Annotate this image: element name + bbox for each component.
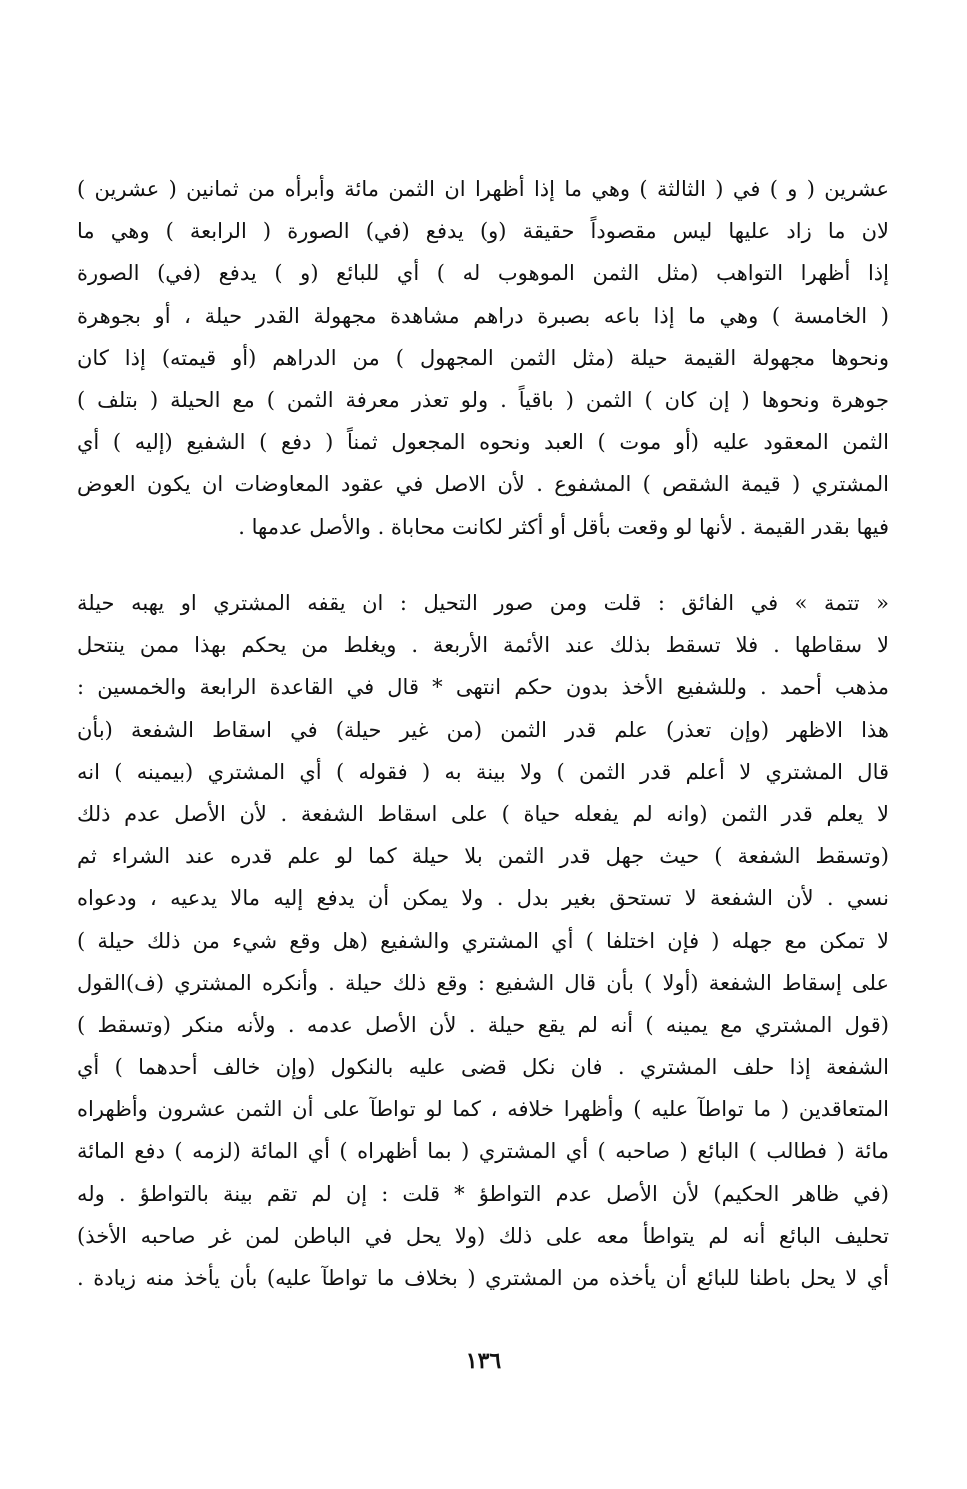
- text-line: لا يعلم قدر الثمن (وانه لم يفعله حياة ) على اسقاط الشفعة . لأن الأصل عدم ذلك: [77, 801, 889, 826]
- page-number: ١٣٦: [465, 1348, 502, 1374]
- text-line: (وتسقط الشفعة ) حيث جهل قدر الثمن بلا حيلة كما لو علم قدره عند الشراء ثم: [77, 844, 889, 869]
- text-line: لان ما زاد عليها ليس مقصوداً حقيقة (و) يدفع (في) الصورة ( الرابعة ) وهي ما: [77, 219, 889, 244]
- text-line: جوهرة ونحوها ( إن كان ) الثمن ( باقياً . ولو تعذر معرفة الثمن ) مع الحيلة ( بتلف ): [77, 387, 889, 412]
- text-line: تحليف البائع أنه لم يتواطأ معه على ذلك (ولا يحل في الباطن لمن غر صاحبه الأخذ): [77, 1223, 889, 1248]
- text-line: الثمن المعقود عليه (أو موت ) العبد ونحوه المجعول ثمناً ( دفع ) الشفيع (إليه ) أي: [77, 430, 889, 455]
- text-line: المشتري ( قيمة الشقص ) المشفوع . لأن الاصل في عقود المعاوضات ان يكون العوض: [77, 472, 889, 497]
- text-line: عشرين ( و ) في ( الثالثة ) وهي ما إذا أظهرا ان الثمن مائة وأبرأه من ثمانين ( عشرين ): [77, 177, 889, 201]
- paragraph-1: [77, 168, 889, 548]
- text-line: المتعاقدين ( ما تواطآ عليه ) وأظهرا خلافه ، كما لو تواطآ على أن الثمن عشرون وأظهراه: [77, 1097, 889, 1122]
- text-line: قال المشتري لا أعلم قدر الثمن ) ولا بينة به ( فقوله ) أي المشتري (بيمينه ) انه: [77, 759, 889, 784]
- text-line: نسي . لأن الشفعة لا تستحق بغير بدل . ولا يمكن أن يدفع إليه مالا يدعيه ، ودعواه: [77, 886, 889, 911]
- text-line: الشفعة إذا حلف المشتري . فان نكل قضى عليه بالنكول (وإن خالف أحدهما ) أي: [77, 1055, 889, 1080]
- text-line: « تتمة » في الفائق : قلت ومن صور التحيل : ان يقفه المشتري او يهبه حيلة: [77, 591, 889, 615]
- text-line: على إسقاط الشفعة (أولا ) بأن قال الشفيع : وقع ذلك حيلة . وأنكره المشتري (ف)القول: [77, 970, 889, 995]
- text-line: هذا الاظهر (وإن تعذر) علم قدر الثمن (من غير حيلة) في اسقاط الشفعة (بأن: [77, 717, 889, 742]
- text-line: لا سقاطها . فلا تسقط بذلك عند الأئمة الأربعة . ويغلط من يحكم بهذا ممن ينتحل: [77, 633, 889, 658]
- text-line: إذا أظهرا التواهب (مثل الثمن الموهوب له ) أي للبائع (و ) يدفع (في) الصورة: [77, 261, 889, 286]
- paragraph-2: [77, 582, 889, 1299]
- text-line: مذهب أحمد . وللشفيع الأخذ بدون حكم انتهى * قال في القاعدة الرابعة والخمسين :: [77, 675, 889, 700]
- text-line: (في ظاهر الحكيم) لأن الأصل عدم التواطؤ * قلت : إن لم تقم بينة بالتواطؤ . وله: [77, 1181, 889, 1206]
- text-line: أي لا يحل باطنا للبائع أن يأخذه من المشتري ( بخلاف ما تواطآ عليه) بأن يأخذ منه زيادة .: [77, 1266, 889, 1290]
- text-line: (قول المشتري مع يمينه ) أنه لم يقع حيلة . لأن الأصل عدمه . ولأنه منكر (وتسقط ): [77, 1012, 889, 1037]
- text-line: لا تمكن مع جهله ( فإن اختلفا ) أي المشتري والشفيع (هل وقع شيء من ذلك حيلة ): [77, 928, 889, 953]
- text-line: ونحوها مجهولة القيمة حيلة (مثل الثمن المجهول ) من الدراهم (أو قيمته) إذا كان: [77, 345, 889, 370]
- text-line: مائة ( فطالب ) البائع ( صاحبه ) أي المشتري ( بما أظهراه ) أي المائة (لزمه ) دفع المائة: [77, 1139, 889, 1164]
- text-line: فيها بقدر القيمة . لأنها لو وقعت بأقل أو أكثر لكانت محاباة . والأصل عدمها .: [238, 514, 889, 539]
- text-line: ( الخامسة ) وهي ما إذا باعه بصبرة دراهم مشاهدة مجهولة القدر حيلة ، أو بجوهرة: [77, 303, 889, 328]
